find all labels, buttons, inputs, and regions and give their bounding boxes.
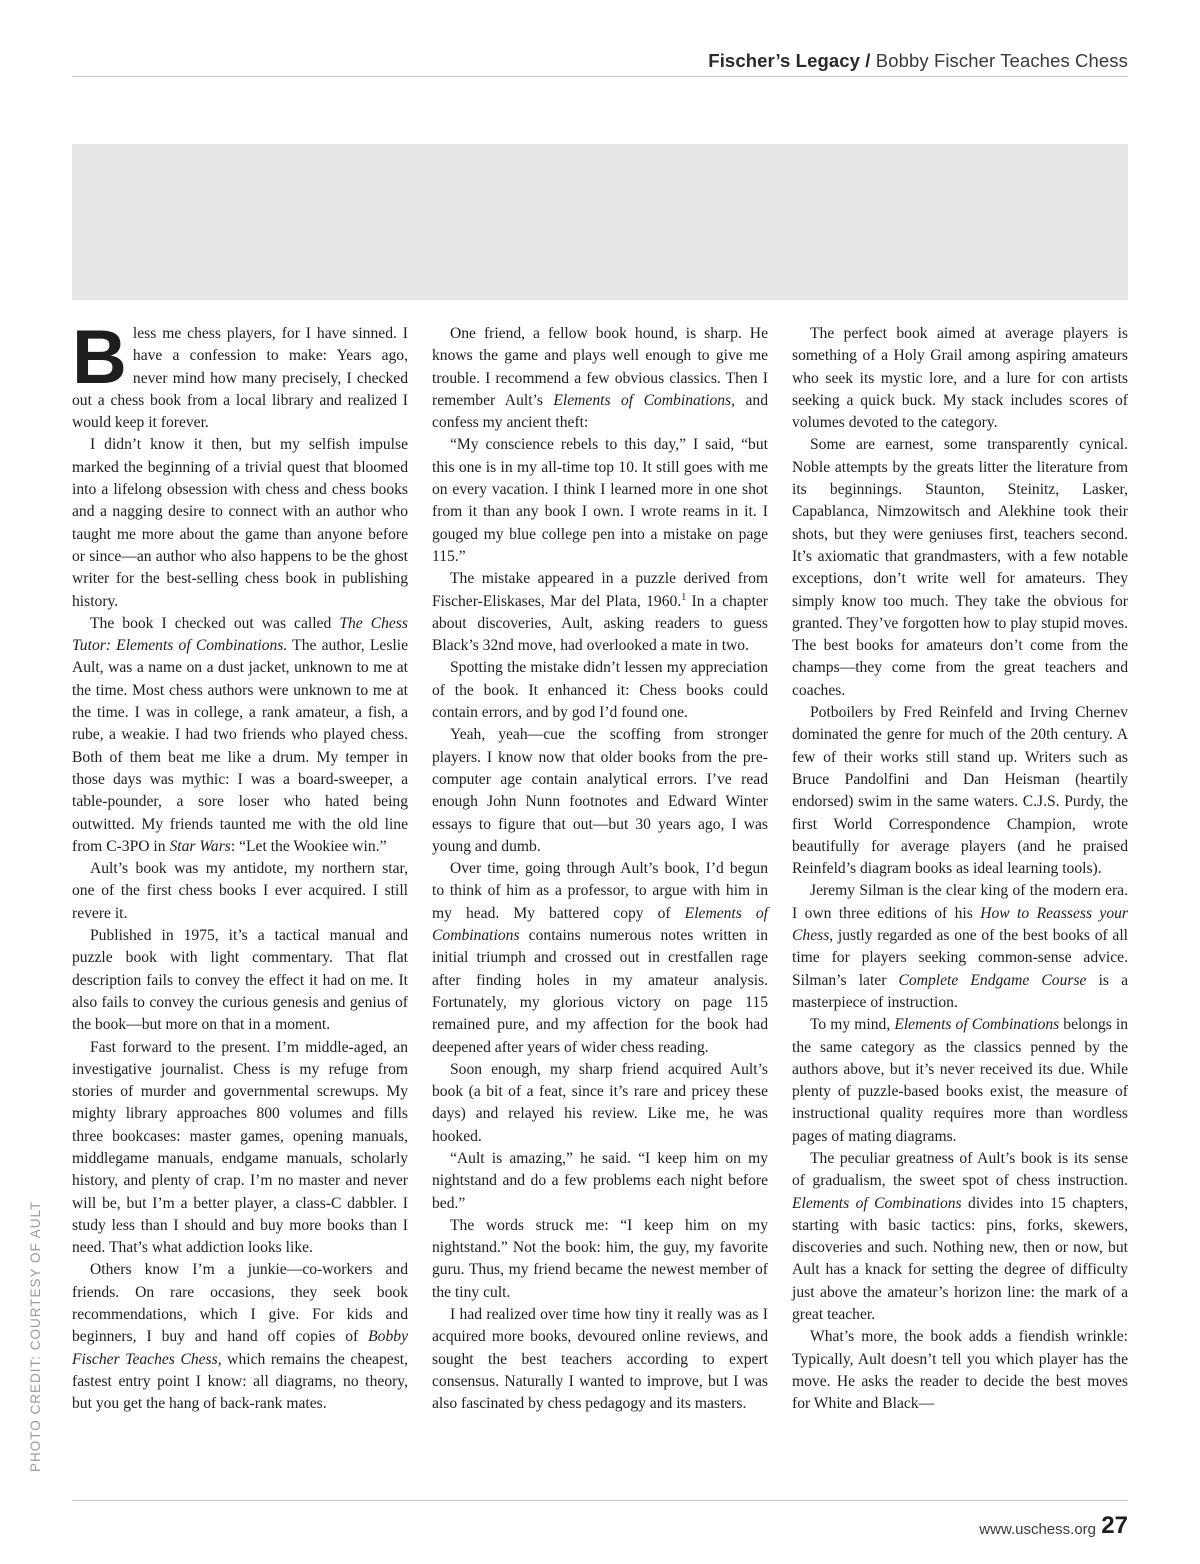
book-title: Complete Endgame Course xyxy=(898,971,1087,989)
photo-credit: PHOTO CREDIT: COURTESY OF AULT xyxy=(28,1200,43,1472)
paragraph: What’s more, the book adds a fiendish wrinkle: Typically, Ault doesn’t tell you which player has the move. He asks the reader to decide the best moves for White and Black— xyxy=(792,1328,1128,1413)
paragraph: The perfect book aimed at average players is something of a Holy Grail among aspiring amateurs who seek its mystic lore, and a lure for con artists seeking a quick buck. My stack includes scores of volumes devoted to the category. xyxy=(792,325,1128,432)
paragraph: The words struck me: “I keep him on my nightstand.” Not the book: him, the guy, my favorite guru. Thus, my friend became the newest member of the tiny cult. xyxy=(432,1216,768,1301)
paragraph: Some are earnest, some transparently cynical. Noble attempts by the greats litter the literature from its beginnings. Staunton, Steinitz, Lasker, Capablanca, Nimzowitsch and Alekhine took their shots, but they were geniuses first, teachers second. It’s axiomatic that grandmasters, with a few notable exceptions, don’t write well for amateurs. They simply know too much. They take the obvious for granted. They’ve forgotten how to play stupid moves. The best books for amateurs don’t come from the champs—they come from the great teachers and coaches. xyxy=(792,436,1128,699)
footer-url: www.uschess.org xyxy=(979,1521,1096,1538)
paragraph: The mistake appeared in a puzzle derived from Fischer-Eliskases, Mar del Plata, 1960.$^1$ In a chapter about discoveries, Ault, asking readers to guess Black’s 32nd move, had overlooked a mate in two. xyxy=(432,570,768,655)
paragraph: Bless me chess players, for I have sinned. I have a confession to make: Years ago, never mind how many precisely, I checked out a chess book from a local library and realized I would keep it forever. xyxy=(72,315,408,432)
article-column-1 xyxy=(72,315,408,1416)
paragraph: I had realized over time how tiny it really was as I acquired more books, devoured online reviews, and sought the best teachers according to expert consensus. Naturally I wanted to improve, but I was also fascinated by chess pedagogy and its masters. xyxy=(432,1306,768,1413)
header-title: Bobby Fischer Teaches Chess xyxy=(870,50,1128,71)
header-divider xyxy=(72,76,1128,77)
book-title: Elements of Combinations xyxy=(432,904,768,945)
book-title: Elements of Combinations xyxy=(894,1016,1060,1034)
paragraph: Spotting the mistake didn’t lessen my appreciation of the book. It enhanced it: Chess books could contain errors, and by god I’d found one. xyxy=(432,659,768,722)
paragraph: To my mind, Elements of Combinations belongs in the same category as the classics penned by the authors above, but it’s never received its due. While plenty of puzzle-based books exist, the measure of instructional quality requires more than wordless pages of mating diagrams. xyxy=(792,1016,1128,1145)
film-title: Star Wars xyxy=(169,837,231,855)
drop-cap: B xyxy=(72,315,127,400)
paragraph: I didn’t know it then, but my selfish impulse marked the beginning of a trivial quest that bloomed into a lifelong obsession with chess and chess books and a nagging desire to connect with an author who taught me more about the game than anyone before or since—an author who also happens to be the ghost writer for the best-selling chess book in publishing history. xyxy=(72,436,408,610)
book-title: Elements of Combinations xyxy=(553,391,732,409)
paragraph: Fast forward to the present. I’m middle-aged, an investigative journalist. Chess is my refuge from stories of murder and governmental screwups. My mighty library approaches 800 volumes and fills three bookcases: master games, opening manuals, middlegame manuals, endgame manuals, scholarly history, and plenty of crap. I’m no master and never will be, but I’m a better player, a class-C dabbler. I study less than I should and buy more books than I need. That’s what addiction looks like. xyxy=(72,1038,408,1257)
page-number: 27 xyxy=(1101,1512,1128,1539)
paragraph: The peculiar greatness of Ault’s book is its sense of gradualism, the sweet spot of chess instruction. Elements of Combinations divides into 15 chapters, starting with basic tactics: pins, forks, skewers, discoveries and such. Nothing new, then or now, but Ault has a knack for setting the degree of difficulty just above the amateur’s horizon line: the mark of a great teacher. xyxy=(792,1149,1128,1324)
book-title: Bobby Fischer Teaches Chess, xyxy=(72,1328,408,1368)
paragraph: Soon enough, my sharp friend acquired Ault’s book (a bit of a feat, since it’s rare and pricey these days) and relayed his review. Like me, he was hooked. xyxy=(432,1060,768,1145)
paragraph: Yeah, yeah—cue the scoffing from stronger players. I know now that older books from the pre-computer age contain analytical errors. I’ve read enough John Nunn footnotes and Edward Winter essays to figure that out—but 30 years ago, I was young and dumb. xyxy=(432,726,768,855)
footer-divider xyxy=(72,1500,1128,1501)
running-header xyxy=(708,50,1128,72)
footnote-marker: 1 xyxy=(681,591,687,603)
paragraph: “Ault is amazing,” he said. “I keep him on my nightstand and do a few problems each night before bed.” xyxy=(432,1149,768,1212)
book-title: The Chess Tutor: Elements of Combinations. xyxy=(72,614,408,655)
paragraph: Others know I’m a junkie—co-workers and friends. On rare occasions, they seek book recommendations, which I give. For kids and beginners, I buy and hand off copies of Bobby Fischer Teaches Chess, which remains the cheapest, fastest entry point I know: all diagrams, no theory, but you get the hang of back-rank mates. xyxy=(72,1261,408,1413)
paragraph: Potboilers by Fred Reinfeld and Irving Chernev dominated the genre for much of the 20th century. A few of their works still stand up. Writers such as Bruce Pandolfini and Dan Heisman (heartily endorsed) swim in the same waters. C.J.S. Purdy, the first World Correspondence Champion, wrote beautifully for average players (and he praised Reinfeld’s diagram books as ideal learning tools). xyxy=(792,704,1128,878)
article-column-3 xyxy=(792,323,1128,1416)
book-title: Elements of Combinations xyxy=(792,1194,962,1212)
paragraph: “My conscience rebels to this day,” I said, “but this one is in my all-time top 10. It still goes with me on every vacation. I think I learned more in one shot from it than any book I own. I wrote reams in it. I gouged my blue college pen into a mistake on page 115.” xyxy=(432,436,768,565)
article-column-2 xyxy=(432,323,768,1416)
paragraph: One friend, a fellow book hound, is sharp. He knows the game and plays well enough to give me trouble. I recommend a few obvious classics. Then I remember Ault’s Elements of Combinations, and confess my ancient theft: xyxy=(432,325,768,432)
paragraph: Jeremy Silman is the clear king of the modern era. I own three editions of his How to Reassess your Chess, justly regarded as one of the best books of all time for players seeking common-sense advice. Silman’s later Complete Endgame Course is a masterpiece of instruction. xyxy=(792,882,1128,1011)
header-section: Fischer’s Legacy / xyxy=(708,50,871,71)
paragraph: Ault’s book was my antidote, my northern star, one of the first chess books I ever acquired. I still revere it. xyxy=(72,860,408,922)
article-photo xyxy=(72,144,1128,300)
paragraph: Published in 1975, it’s a tactical manual and puzzle book with light commentary. That flat description fails to convey the effect it had on me. It also fails to convey the curious genesis and genius of the book—but more on that in a moment. xyxy=(72,927,408,1034)
paragraph: Over time, going through Ault’s book, I’d begun to think of him as a professor, to argue with him in my head. My battered copy of Elements of Combinations contains numerous notes written in initial triumph and crossed out in crestfallen rage after finding holes in my amateur analysis. Fortunately, my glorious victory on page 115 remained pure, and my affection for the book had deepened after years of wider chess reading. xyxy=(432,860,768,1056)
paragraph: The book I checked out was called The Chess Tutor: Elements of Combinations. The author, Leslie Ault, was a name on a dust jacket, unknown to me at the time. Most chess authors were unknown to me at the time. I was in college, a rank amateur, a fish, a rube, a weakie. I had two friends who played chess. Both of them beat me like a drum. My temper in those days was mythic: I was a board-sweeper, a table-pounder, a sore loser who hated being outwitted. My friends taunted me with the old line from C-3PO in Star Wars: “Let the Wookiee win.” xyxy=(72,614,408,855)
book-title: How to Reassess your Chess xyxy=(792,904,1128,945)
